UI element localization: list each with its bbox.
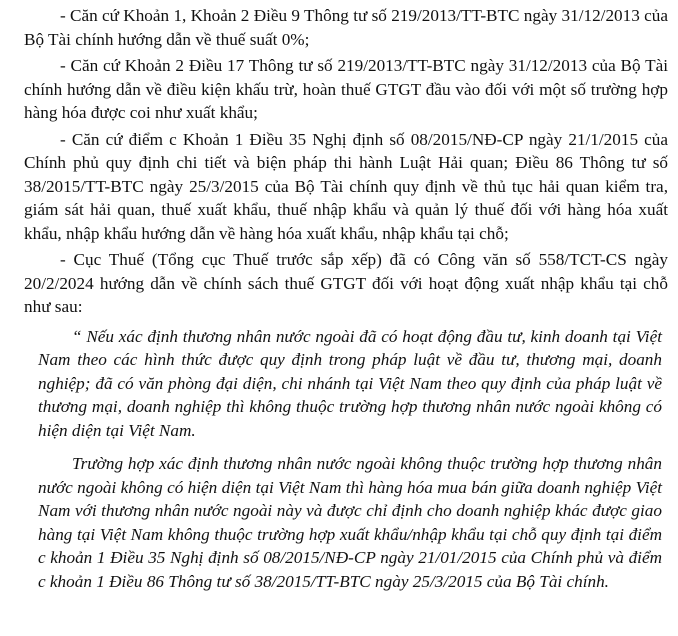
quoted-guidance-paragraph-1: “ Nếu xác định thương nhân nước ngoài đã có hoạt động đầu tư, kinh doanh tại Việt Nam theo các hình thức được quy định trong pháp luật về đầu tư, thương mại, doanh nghiệp; đã có văn phòng đại diện, chi nhánh tại Việt Nam theo quy định của pháp luật về thương mại, doanh nghiệp thì không thuộc trường hợp thương nhân nước ngoài không có hiện diện tại Việt Nam. [38, 326, 662, 440]
quoted-guidance-paragraph-2: Trường hợp xác định thương nhân nước ngoài không thuộc trường hợp thương nhân nước ngoài không có hiện diện tại Việt Nam thì hàng hóa mua bán giữa doanh nghiệp Việt Nam với thương nhân nước ngoài này và được chỉ định cho doanh nghiệp khác được giao hàng tại Việt Nam không thuộc trường hợp xuất khẩu/nhập khẩu tại chỗ quy định tại điểm c khoản 1 Điều 35 Nghị định số 08/2015/NĐ-CP ngày 21/01/2015 của Chính phủ và điểm c khoản 1 Điều 86 Thông tư số 38/2015/TT-BTC ngày 25/3/2015 của Bộ Tài chính. [38, 454, 662, 591]
legal-basis-paragraph-4: - Cục Thuế (Tổng cục Thuế trước sắp xếp) đã có Công văn số 558/TCT-CS ngày 20/2/2024 hướng dẫn về chính sách thuế GTGT đối với hoạt động xuất nhập khẩu tại chỗ như sau: [24, 250, 668, 316]
legal-basis-paragraph-3: - Căn cứ điểm c Khoản 1 Điều 35 Nghị định số 08/2015/NĐ-CP ngày 21/1/2015 của Chính phủ quy định chi tiết và biện pháp thi hành Luật Hải quan; Điều 86 Thông tư số 38/2015/TT-BTC ngày 25/3/2015 của Bộ Tài chính quy định về thủ tục hải quan kiểm tra, giám sát hải quan, thuế xuất khẩu, thuế nhập khẩu và quản lý thuế đối với hàng hóa xuất khẩu, nhập khẩu hướng dẫn về hàng hóa xuất khẩu, nhập khẩu tại chỗ; [24, 129, 668, 243]
legal-basis-paragraph-1: - Căn cứ Khoản 1, Khoản 2 Điều 9 Thông tư số 219/2013/TT-BTC ngày 31/12/2013 của Bộ Tài chính hướng dẫn về thuế suất 0%; [24, 6, 668, 49]
legal-basis-paragraph-2: - Căn cứ Khoản 2 Điều 17 Thông tư số 219/2013/TT-BTC ngày 31/12/2013 của Bộ Tài chính hướng dẫn về điều kiện khấu trừ, hoàn thuế GTGT đầu vào đối với một số trường hợp hàng hóa được coi như xuất khẩu; [24, 56, 668, 122]
